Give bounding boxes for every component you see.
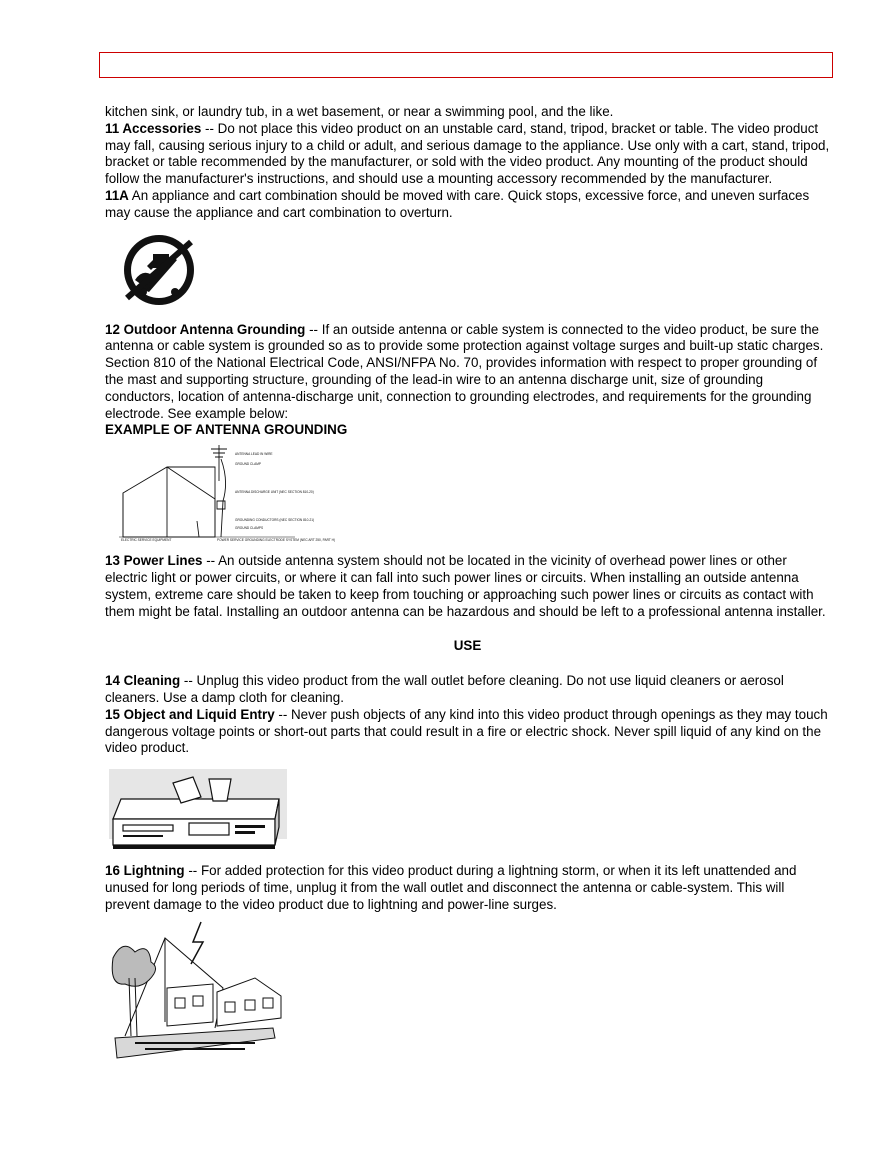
section-heading-use: USE xyxy=(453,638,482,654)
liquid-spill-illustration xyxy=(109,769,287,857)
paragraph-text: -- Unplug this video product from the wall outlet before cleaning. Do not use liquid cleaners or aerosol cleaners. Use a damp cloth for cleaning. xyxy=(105,673,784,705)
antenna-grounding-diagram xyxy=(117,441,335,547)
diagram-label-grounding-conductors: GROUNDING CONDUCTORS (NEC SECTION 810-21) xyxy=(235,518,315,523)
paragraph-cleaning xyxy=(105,673,830,707)
paragraph-power-lines xyxy=(105,553,830,620)
header-bar xyxy=(99,52,833,78)
paragraph-text: -- An outside antenna system should not be located in the vicinity of overhead power lines or other electric light or power circuits, or where it can fall into such power lines or circuits. When installing an outside antenna system, extreme care should be taken to keep from touching or approaching such power lines or circuits as contact with them might be fatal. Installing an outdoor antenna can be hazardous and should be left to a professional antenna installer. xyxy=(105,553,826,619)
diagram-label-discharge-unit: ANTENNA DISCHARGE UNIT (NEC SECTION 810-20) xyxy=(235,490,314,495)
paragraph-label: 16 Lightning xyxy=(105,863,185,879)
paragraph-label: 11 Accessories xyxy=(105,120,202,136)
diagram-label-ground-clamps: GROUND CLAMPS xyxy=(235,526,264,531)
paragraph-accessories xyxy=(105,121,830,188)
paragraph-continuation: kitchen sink, or laundry tub, in a wet basement, or near a swimming pool, and the like. xyxy=(105,104,614,119)
diagram-label-electric-service: ELECTRIC SERVICE EQUIPMENT xyxy=(121,538,172,543)
paragraph-label: 11A xyxy=(105,187,129,203)
diagram-label-power-service: POWER SERVICE GROUNDING ELECTRODE SYSTEM (NEC ART 250, PART H) xyxy=(217,538,335,543)
paragraph-lightning xyxy=(105,863,830,913)
paragraph-text: -- Do not place this video product on an unstable card, stand, tripod, bracket or table. The video product may fall, causing serious injury to a child or adult, and serious damage to the appliance. Use only with a cart, stand, tripod, bracket or table recommended by the manufacturer, or sold with the video product. Any mounting of the product should follow the manufacturer's instructions, and should use a mounting accessory recommended by the manufacturer. xyxy=(105,120,830,187)
paragraph-text: -- If an outside antenna or cable system is connected to the video product, be sure the antenna or cable system is grounded so as to provide some protection against voltage surges and built-up static charges. Section 810 of the National Electrical Code, ANSI/NFPA No. 70, provides information with respect to proper grounding of the mast and supporting structure, grounding of the lead-in wire to an antenna discharge unit, size of grounding conductors, location of antenna-discharge unit, connection to grounding electrodes, and requirements for the grounding electrode. See example below: xyxy=(105,321,824,421)
paragraph-antenna-grounding xyxy=(105,322,830,423)
diagram-label-lead-in: ANTENNA LEAD IN WIRE xyxy=(235,452,273,457)
paragraph-text: -- For added protection for this video product during a lightning storm, or when it its left unattended and unused for long periods of time, unplug it from the wall outlet and disconnect the antenna or cable-system. This will prevent damage to the video product due to lightning and power-line surges. xyxy=(105,863,797,912)
paragraph-cart-combination xyxy=(105,188,830,222)
paragraph-text: An appliance and cart combination should be moved with care. Quick stops, excessive force, and uneven surfaces may cause the appliance and cart combination to overturn. xyxy=(105,187,810,220)
paragraph-label: 14 Cleaning xyxy=(105,673,181,689)
paragraph-label: 12 Outdoor Antenna Grounding xyxy=(105,321,306,337)
paragraph-label: 13 Power Lines xyxy=(105,553,203,569)
example-heading: EXAMPLE OF ANTENNA GROUNDING xyxy=(105,422,348,438)
lightning-illustration xyxy=(105,918,283,1063)
cart-warning-icon xyxy=(119,230,199,310)
paragraph-liquid-entry xyxy=(105,707,830,757)
diagram-label-ground-clamp: GROUND CLAMP xyxy=(235,462,262,467)
page-content xyxy=(105,104,830,1063)
paragraph-label: 15 Object and Liquid Entry xyxy=(105,706,275,722)
paragraph-text: -- Never push objects of any kind into this video product through openings as they may touch dangerous voltage points or short-out parts that could result in a fire or electric shock. Never spill liquid of any kind on the video product. xyxy=(105,706,828,756)
